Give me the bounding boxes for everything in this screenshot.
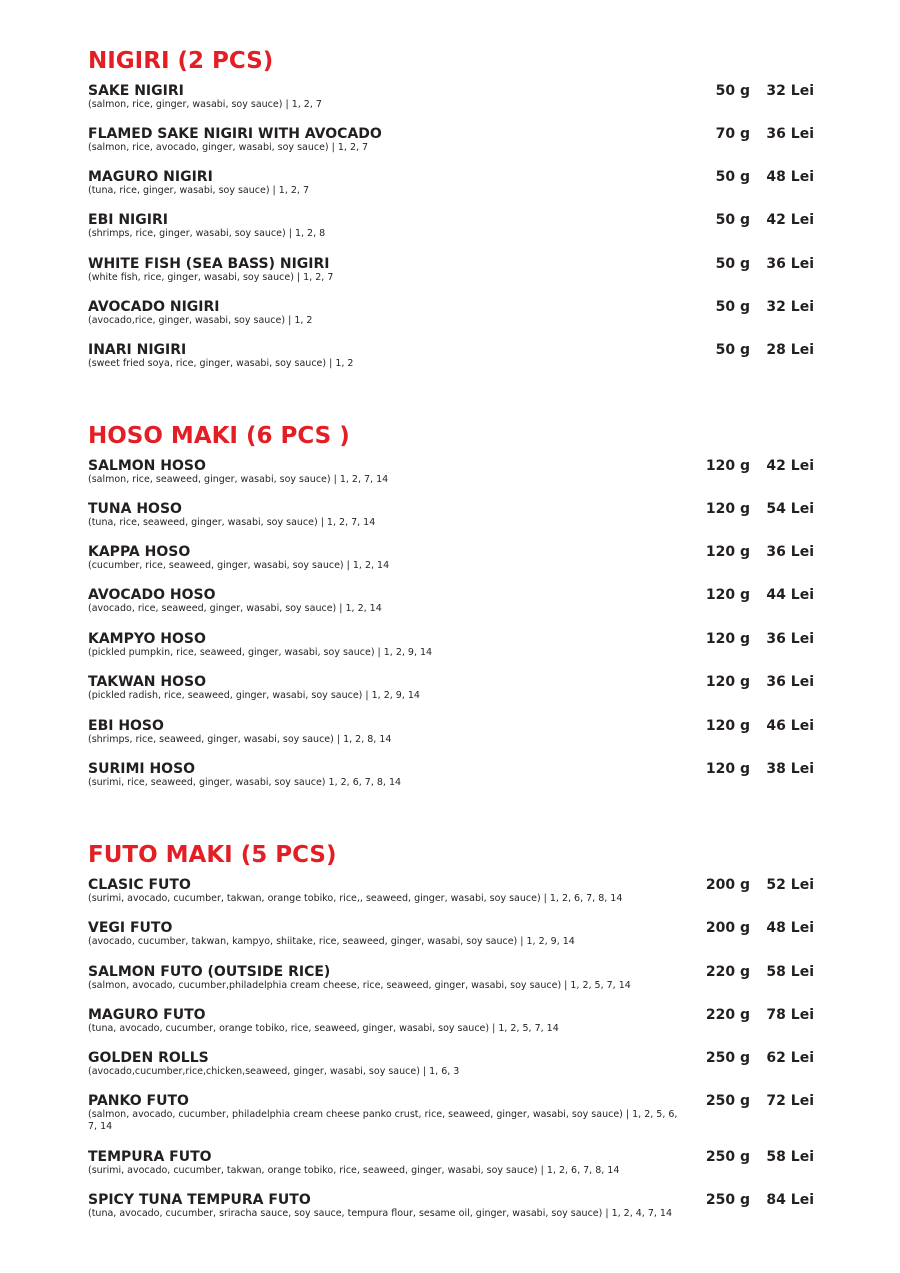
item-description: (salmon, avocado, cucumber,philadelphia cream cheese, rice, seaweed, ginger, wasabi, soy sauce) | 1, 2, 5, 7, 14 (88, 980, 631, 991)
menu-item (88, 458, 818, 486)
item-name: MAGURO FUTO (88, 1007, 206, 1023)
item-description: (salmon, rice, seaweed, ginger, wasabi, soy sauce) | 1, 2, 7, 14 (88, 474, 389, 485)
menu-item (88, 761, 818, 789)
item-price: 32 Lei (766, 83, 814, 99)
menu-item (88, 631, 818, 659)
item-price: 46 Lei (766, 718, 814, 734)
item-name: TUNA HOSO (88, 501, 182, 517)
item-description: (cucumber, rice, seaweed, ginger, wasabi, soy sauce) | 1, 2, 14 (88, 560, 390, 571)
item-description: (shrimps, rice, ginger, wasabi, soy sauce) | 1, 2, 8 (88, 228, 326, 239)
section-nigiri (88, 47, 818, 369)
item-weight: 200 g (705, 920, 750, 936)
item-weight: 50 g (715, 83, 750, 99)
item-weight: 220 g (705, 964, 750, 980)
item-description: (surimi, avocado, cucumber, takwan, orange tobiko, rice, seaweed, ginger, wasabi, soy sauce) | 1, 2, 6, 7, 8, 14 (88, 1165, 620, 1176)
menu-item (88, 342, 818, 370)
section-title: NIGIRI (2 PCS) (88, 48, 274, 74)
item-price: 62 Lei (766, 1050, 814, 1066)
menu-item (88, 718, 818, 746)
item-name: PANKO FUTO (88, 1093, 189, 1109)
item-weight: 50 g (715, 342, 750, 358)
item-description: (surimi, avocado, cucumber, takwan, orange tobiko, rice,, seaweed, ginger, wasabi, soy sauce) | 1, 2, 6, 7, 8, 14 (88, 893, 623, 904)
item-description: (salmon, rice, avocado, ginger, wasabi, soy sauce) | 1, 2, 7 (88, 142, 369, 153)
menu-item (88, 1007, 818, 1035)
item-name: EBI NIGIRI (88, 212, 168, 228)
item-name: WHITE FISH (SEA BASS) NIGIRI (88, 256, 330, 272)
item-weight: 120 g (705, 674, 750, 690)
item-name: KAMPYO HOSO (88, 631, 206, 647)
item-price: 78 Lei (766, 1007, 814, 1023)
item-description: (salmon, rice, ginger, wasabi, soy sauce) | 1, 2, 7 (88, 99, 322, 110)
menu-item (88, 964, 818, 992)
item-name: TAKWAN HOSO (88, 674, 206, 690)
item-price: 36 Lei (766, 256, 814, 272)
menu-item (88, 587, 818, 615)
item-weight: 250 g (705, 1192, 750, 1208)
item-weight: 200 g (705, 877, 750, 893)
menu-item (88, 920, 818, 948)
item-description: (tuna, rice, ginger, wasabi, soy sauce) | 1, 2, 7 (88, 185, 309, 196)
item-name: SPICY TUNA TEMPURA FUTO (88, 1192, 311, 1208)
item-price: 84 Lei (766, 1192, 814, 1208)
item-name: SALMON FUTO (OUTSIDE RICE) (88, 964, 331, 980)
item-price: 58 Lei (766, 964, 814, 980)
item-price: 58 Lei (766, 1149, 814, 1165)
item-weight: 250 g (705, 1149, 750, 1165)
item-weight: 120 g (705, 631, 750, 647)
item-price: 42 Lei (766, 212, 814, 228)
item-price: 36 Lei (766, 126, 814, 142)
item-description: (avocado,rice, ginger, wasabi, soy sauce) | 1, 2 (88, 315, 313, 326)
item-name: SAKE NIGIRI (88, 83, 184, 99)
item-weight: 50 g (715, 256, 750, 272)
menu-item (88, 299, 818, 327)
item-price: 28 Lei (766, 342, 814, 358)
menu-item (88, 169, 818, 197)
item-description: (avocado, rice, seaweed, ginger, wasabi, soy sauce) | 1, 2, 14 (88, 603, 382, 614)
item-price: 32 Lei (766, 299, 814, 315)
item-weight: 120 g (705, 587, 750, 603)
item-weight: 250 g (705, 1050, 750, 1066)
menu-item (88, 126, 818, 154)
item-description: (tuna, avocado, cucumber, orange tobiko, rice, seaweed, ginger, wasabi, soy sauce) | 1, 2, 5, 7, 14 (88, 1023, 559, 1034)
item-name: AVOCADO NIGIRI (88, 299, 220, 315)
item-description: (tuna, avocado, cucumber, sriracha sauce, soy sauce, tempura flour, sesame oil, ginger, wasabi, soy sauce) | 1, 2, 4, 7, 14 (88, 1208, 673, 1219)
menu-item (88, 83, 818, 111)
menu-item (88, 256, 818, 284)
item-description: (shrimps, rice, seaweed, ginger, wasabi, soy sauce) | 1, 2, 8, 14 (88, 734, 392, 745)
item-name: GOLDEN ROLLS (88, 1050, 209, 1066)
menu-item (88, 1050, 818, 1078)
item-description: (salmon, avocado, cucumber, philadelphia cream cheese panko crust, rice, seaweed, ginger, wasabi, soy sauce) | 1, 2, 5, 6, 7, 14 (88, 1109, 678, 1132)
item-name: MAGURO NIGIRI (88, 169, 213, 185)
item-weight: 120 g (705, 458, 750, 474)
item-price: 72 Lei (766, 1093, 814, 1109)
section-futo-maki (88, 841, 818, 1219)
item-name: AVOCADO HOSO (88, 587, 216, 603)
item-name: VEGI FUTO (88, 920, 173, 936)
section-title: HOSO MAKI (6 PCS ) (88, 423, 350, 449)
item-description: (avocado, cucumber, takwan, kampyo, shiitake, rice, seaweed, ginger, wasabi, soy sauce) | 1, 2, 9, 14 (88, 936, 575, 947)
item-weight: 50 g (715, 169, 750, 185)
section-title: FUTO MAKI (5 PCS) (88, 842, 337, 868)
item-name: TEMPURA FUTO (88, 1149, 212, 1165)
item-price: 36 Lei (766, 674, 814, 690)
item-price: 54 Lei (766, 501, 814, 517)
item-description: (sweet fried soya, rice, ginger, wasabi, soy sauce) | 1, 2 (88, 358, 354, 369)
item-weight: 220 g (705, 1007, 750, 1023)
item-price: 42 Lei (766, 458, 814, 474)
item-name: KAPPA HOSO (88, 544, 191, 560)
item-price: 48 Lei (766, 920, 814, 936)
menu-item (88, 674, 818, 702)
item-price: 48 Lei (766, 169, 814, 185)
item-name: INARI NIGIRI (88, 342, 187, 358)
item-description: (pickled radish, rice, seaweed, ginger, wasabi, soy sauce) | 1, 2, 9, 14 (88, 690, 420, 701)
item-weight: 120 g (705, 501, 750, 517)
item-price: 52 Lei (766, 877, 814, 893)
menu-item (88, 1192, 818, 1220)
item-name: FLAMED SAKE NIGIRI WITH AVOCADO (88, 126, 382, 142)
item-price: 44 Lei (766, 587, 814, 603)
item-price: 38 Lei (766, 761, 814, 777)
menu-item (88, 544, 818, 572)
item-weight: 120 g (705, 544, 750, 560)
item-name: SURIMI HOSO (88, 761, 196, 777)
item-description: (tuna, rice, seaweed, ginger, wasabi, soy sauce) | 1, 2, 7, 14 (88, 517, 376, 528)
item-weight: 120 g (705, 718, 750, 734)
item-weight: 50 g (715, 299, 750, 315)
item-description: (pickled pumpkin, rice, seaweed, ginger, wasabi, soy sauce) | 1, 2, 9, 14 (88, 647, 433, 658)
item-name: CLASIC FUTO (88, 877, 191, 893)
menu-item (88, 877, 818, 905)
item-weight: 50 g (715, 212, 750, 228)
item-description: (avocado,cucumber,rice,chicken,seaweed, ginger, wasabi, soy sauce) | 1, 6, 3 (88, 1066, 460, 1077)
item-weight: 120 g (705, 761, 750, 777)
menu-item (88, 1149, 818, 1177)
menu-item (88, 212, 818, 240)
item-price: 36 Lei (766, 631, 814, 647)
item-weight: 70 g (715, 126, 750, 142)
menu-item (88, 501, 818, 529)
menu-item (88, 1093, 818, 1133)
item-description: (white fish, rice, ginger, wasabi, soy sauce) | 1, 2, 7 (88, 272, 334, 283)
item-description: (surimi, rice, seaweed, ginger, wasabi, soy sauce) 1, 2, 6, 7, 8, 14 (88, 777, 402, 788)
item-price: 36 Lei (766, 544, 814, 560)
item-name: SALMON HOSO (88, 458, 206, 474)
item-name: EBI HOSO (88, 718, 164, 734)
item-weight: 250 g (705, 1093, 750, 1109)
section-hoso-maki (88, 422, 818, 788)
